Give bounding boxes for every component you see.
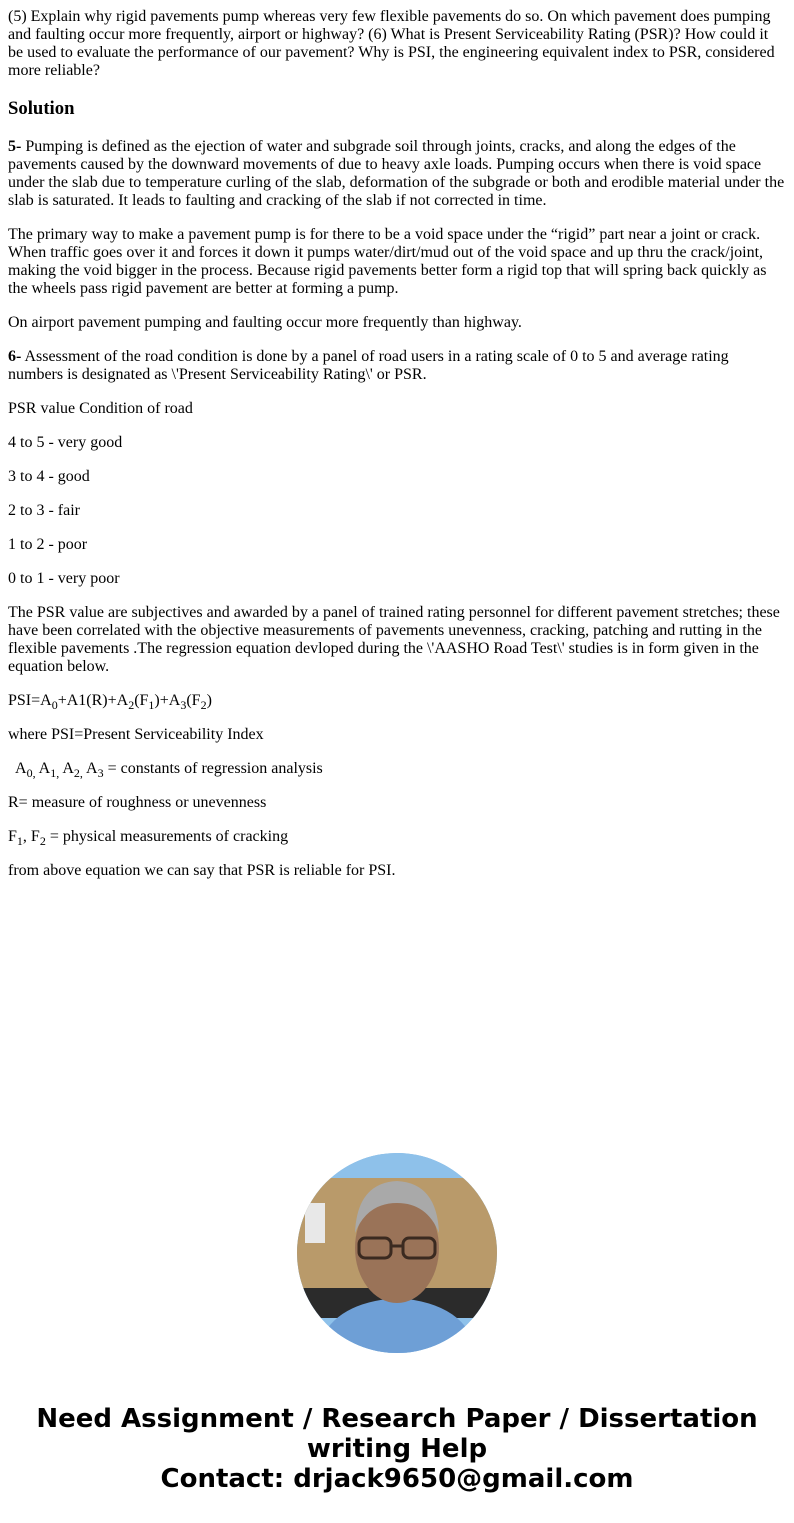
answer6-label: 6- <box>8 348 22 365</box>
person-photo-icon <box>297 1153 497 1353</box>
psi-equation: $PSI=A_0+A1(R)+A_2(F_1)+A_3(F_2)$ <box>8 692 212 712</box>
rating-row: 1 to 2 - poor <box>8 536 88 553</box>
rating-table-header: PSR value Condition of road <box>8 400 193 417</box>
answer5-para2: The primary way to make a pavement pump is for there to be a void space under the “rigid” part near a joint or crack. When traffic goes over it and forces it down it pumps water/dirt/mud out of the void space and up thru the crack/joint, making the void bigger in the process. Because rigid pavements better form a rigid top that will spring back quickly as the wheels pass rigid pavement are better at forming a pump. <box>8 226 767 297</box>
answer5-label: 5- <box>8 138 22 155</box>
answer5-para3: On airport pavement pumping and faulting occur more frequently than highway. <box>8 314 522 331</box>
rating-row: 3 to 4 - good <box>8 468 90 485</box>
document-body <box>8 8 786 896</box>
conclusion: from above equation we can say that PSR is reliable for PSI. <box>8 862 396 879</box>
rating-row: 0 to 1 - very poor <box>8 570 120 587</box>
promo-banner <box>0 1404 794 1494</box>
solution-heading: Solution <box>8 98 75 119</box>
promo-line1: Need Assignment / Research Paper / Dissertation <box>36 1404 758 1434</box>
psi-definition: where PSI=Present Serviceability Index <box>8 726 264 743</box>
answer5-para1: 5- Pumping is defined as the ejection of water and subgrade soil through joints, cracks, and along the edges of the pavements caused by the downward movements of due to heavy axle loads. Pumping occurs when there is void space under the slab due to temperature curling of the slab, deformation of the subgrade or both and erodible material under the slab is saturated. It leads to faulting and cracking of the slab if not corrected in time. <box>8 138 785 209</box>
question-text: (5) Explain why rigid pavements pump whereas very few flexible pavements do so. On which pavement does pumping and faulting occur more frequently, airport or highway? (6) What is Present Serviceability Rating (PSR)? How could it be used to evaluate the performance of our pavement? Why is PSI, the engineering equivalent index to PSR, considered more reliable? <box>8 8 775 79</box>
r-definition: R= measure of roughness or unevenness <box>8 794 267 811</box>
promo-line2: writing Help <box>306 1434 488 1464</box>
answer6-para1: 6- Assessment of the road condition is done by a panel of road users in a rating scale of 0 to 5 and average rating numbers is designated as \'Present Serviceability Rating\' or PSR. <box>8 348 729 383</box>
f-definition: $F_1$, $F_2$ = physical measurements of cracking <box>8 828 289 848</box>
promo-contact: Contact: drjack9650@gmail.com <box>160 1464 634 1494</box>
constants-definition: $A_{0,}$ $A_{1,}$ $A_{2,}$ $A_3$ = constants of regression analysis <box>15 760 323 780</box>
answer6-para2: The PSR value are subjectives and awarded by a panel of trained rating personnel for different pavement stretches; these have been correlated with the objective measurements of pavements unevenness, cracking, patching and rutting in the flexible pavements .The regression equation devloped during the \'AASHO Road Test\' studies is in form given in the equation below. <box>8 604 780 675</box>
avatar <box>297 1153 497 1353</box>
rating-row: 4 to 5 - very good <box>8 434 123 451</box>
rating-row: 2 to 3 - fair <box>8 502 80 519</box>
